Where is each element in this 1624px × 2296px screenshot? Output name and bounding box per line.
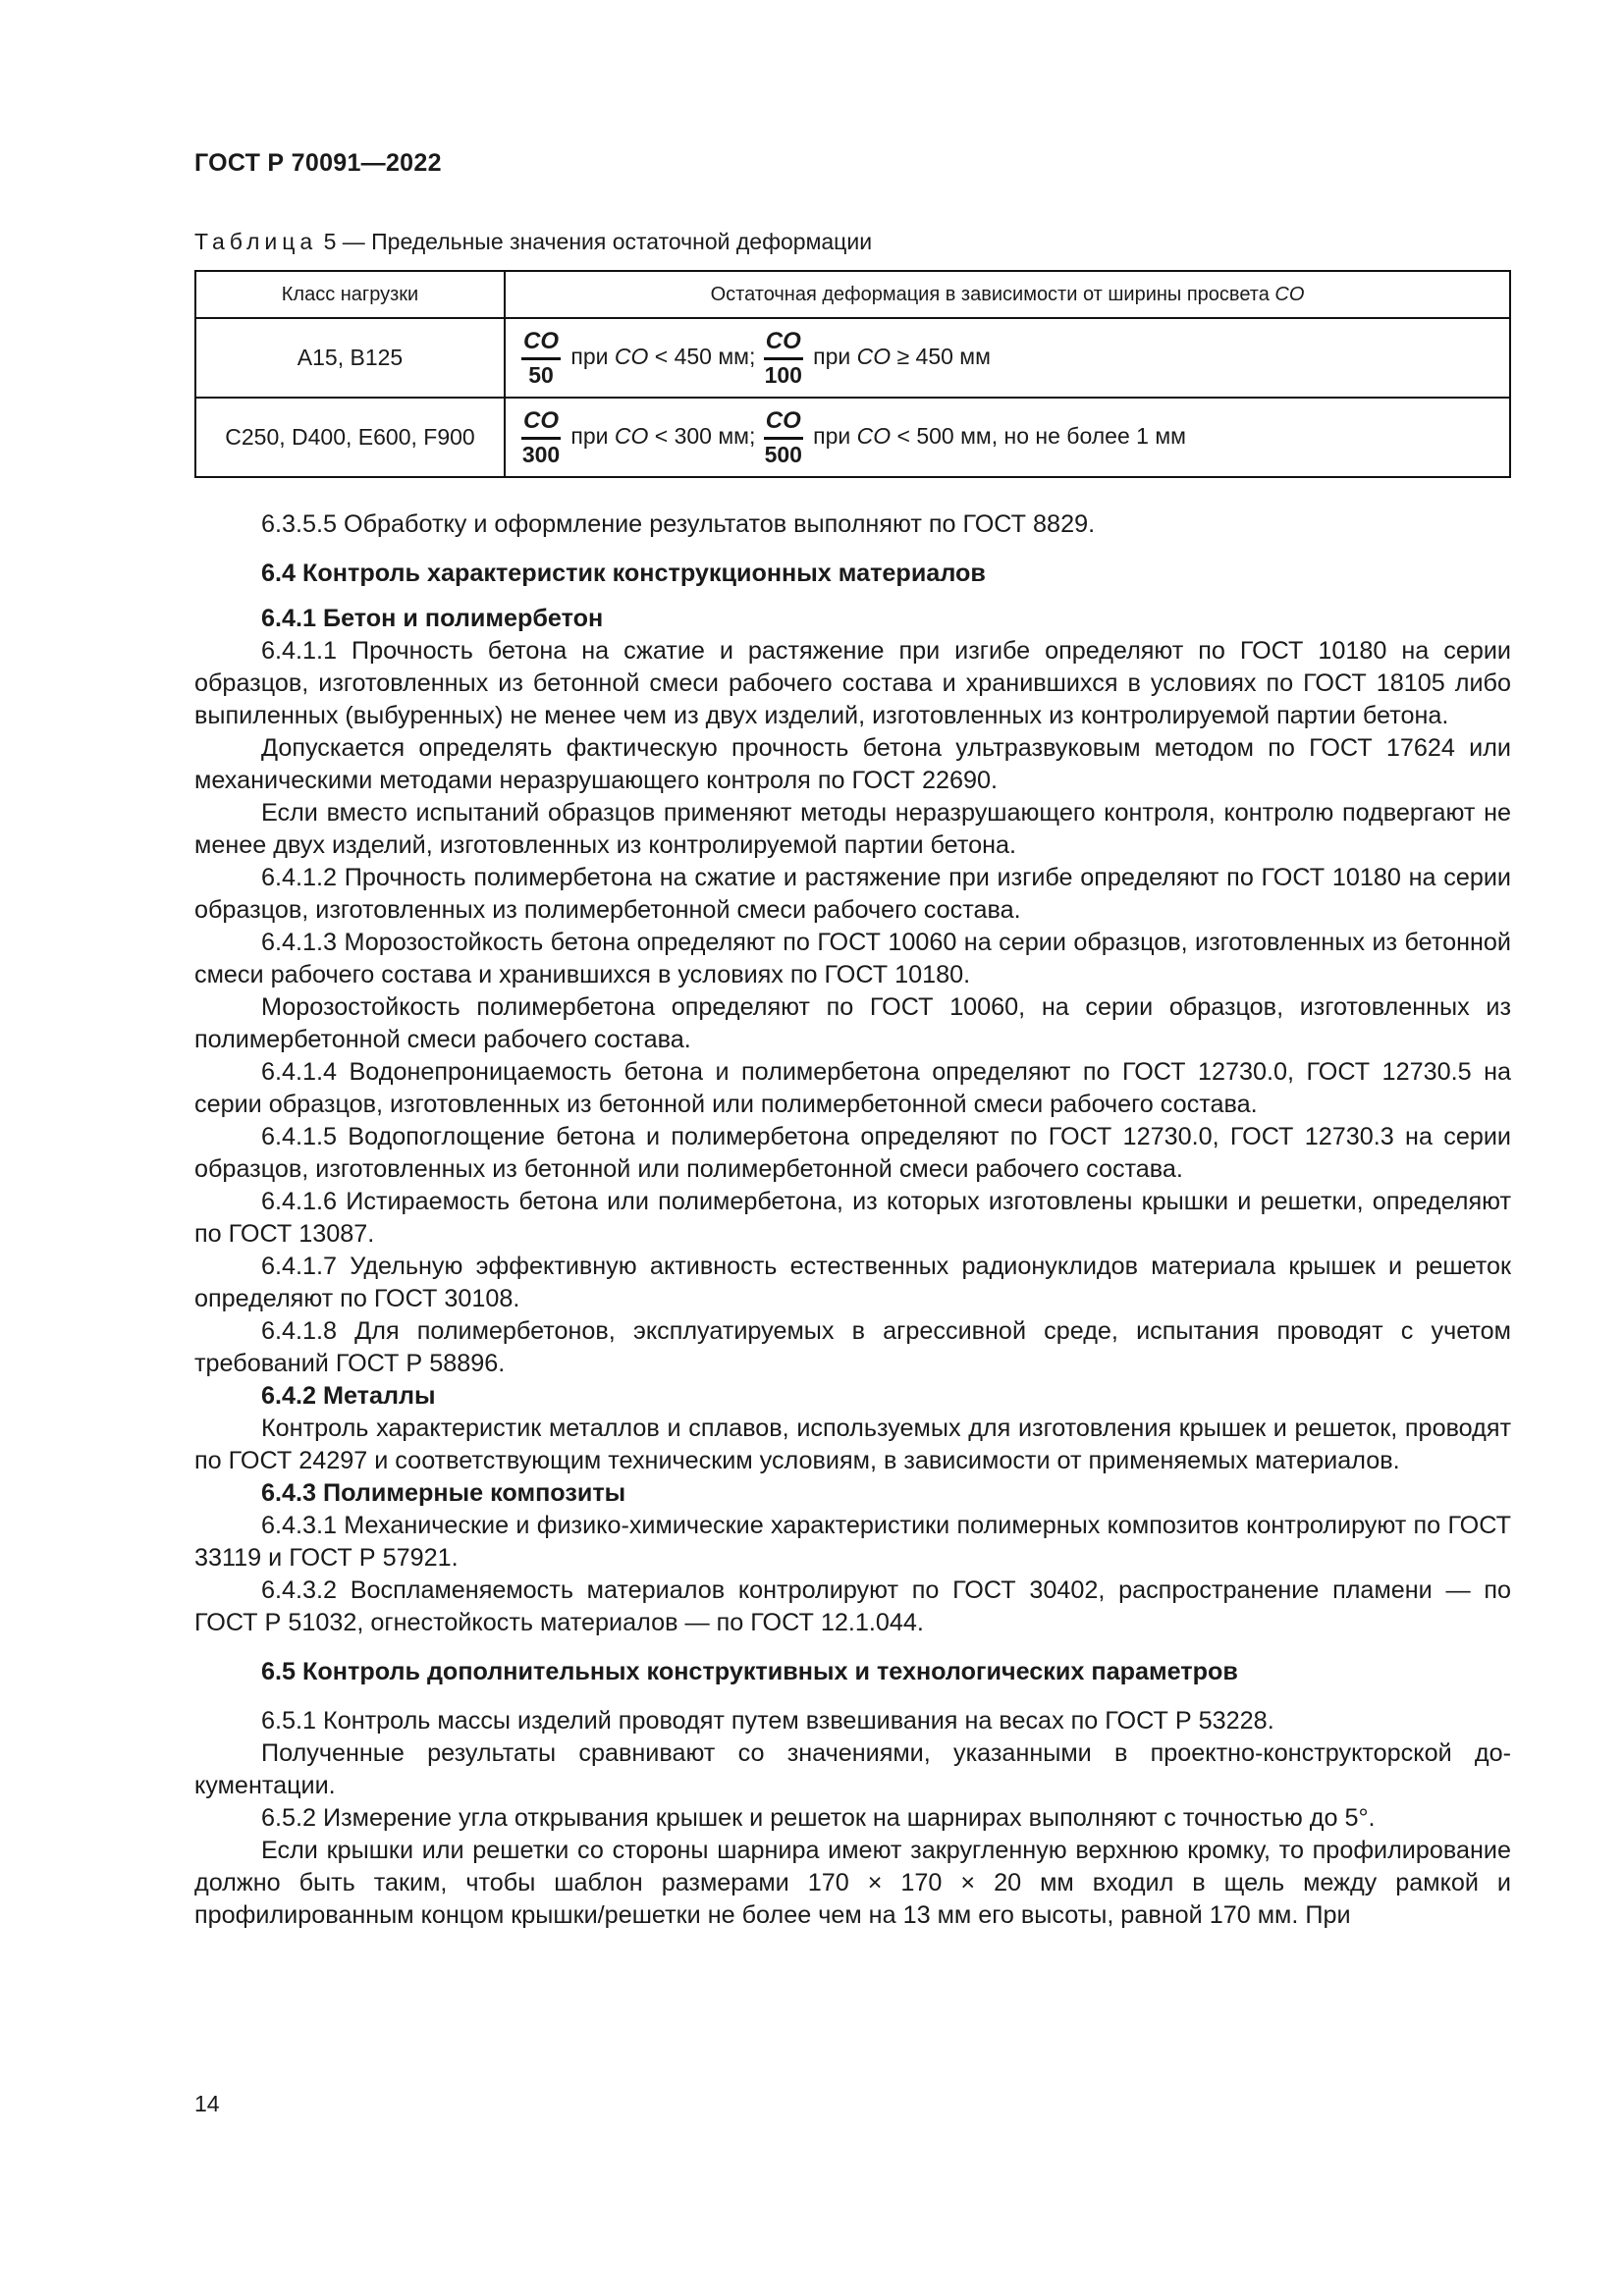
paragraph: Если крышки или решетки со стороны шарнира имеют закругленную верхнюю кромку, то профилирование должно быть таким, чтобы шаблон размерами 170 × 170 × 20 мм входил в щель между рамкой и профилированным концом крышки/решетки не более чем на 13 мм его высоты, равной 170 мм. При [194, 1837, 1511, 1929]
table-row [195, 398, 1510, 477]
fraction: $\frac{CO}{500}$ [764, 406, 802, 467]
paragraph: 6.3.5.5 Обработку и оформление результатов выполняют по ГОСТ 8829. [261, 510, 1096, 538]
section-heading: 6.4 Контроль характеристик конструкционных материалов [261, 560, 986, 587]
paragraph: 6.5.1 Контроль массы изделий проводят путем взвешивания на весах по ГОСТ Р 53228. [261, 1707, 1274, 1735]
cell-deformation: $\frac{CO}{50}$ при CO < 450 мм; $\frac{CO}{100}$ при CO ≥ 450 мм [505, 318, 1510, 398]
paragraph: Морозостойкость полимербетона определяют по ГОСТ 10060, на серии образцов, изготовленных из полимербетонной смеси рабочего состава. [194, 993, 1511, 1053]
document-header: ГОСТ Р 70091—2022 [194, 149, 442, 177]
table-caption-text: 5 — Предельные значения остаточной деформации [323, 229, 873, 254]
fraction: $\frac{CO}{100}$ [764, 327, 802, 388]
table-caption [194, 229, 872, 255]
deformation-table [194, 270, 1511, 478]
paragraph: 6.5.2 Измерение угла открывания крышек и решеток на шарнирах выполняют с точностью до 5°. [261, 1804, 1376, 1832]
table-header-row [195, 271, 1510, 318]
header-load-class: Класс нагрузки [195, 271, 505, 318]
paragraph: 6.4.1.6 Истираемость бетона или полимербетона, из которых изготовлены крышки и решетки, определяют по ГОСТ 13087. [194, 1188, 1511, 1248]
section-heading: 6.4.1 Бетон и полимербетон [261, 605, 604, 632]
paragraph: 6.4.1.8 Для полимербетонов, эксплуатируемых в агрессивной среде, испытания проводят с учетом требований ГОСТ Р 58896. [194, 1317, 1511, 1377]
paragraph: Контроль характеристик металлов и сплавов, используемых для изготовления крышек и решеток, проводят по ГОСТ 24297 и соответствующим техническим условиям, в зависимости от применяемых материалов. [194, 1415, 1511, 1474]
fraction: $\frac{CO}{300}$ [521, 406, 561, 467]
cell-load-class: A15, B125 [195, 318, 505, 398]
paragraph: 6.4.1.7 Удельную эффективную активность естественных радионуклидов материала крышек и решеток определяют по ГОСТ 30108. [194, 1253, 1511, 1312]
paragraph: 6.4.1.4 Водонепроницаемость бетона и полимербетона определяют по ГОСТ 12730.0, ГОСТ 12730.5 на серии образцов, изготовленных из бетонной или полимербетонной смеси рабочего состава. [194, 1058, 1511, 1118]
paragraph: 6.4.1.1 Прочность бетона на сжатие и растяжение при изгибе определяют по ГОСТ 10180 на серии образцов, изготовленных из бетонной смеси рабочего состава и хранившихся в условиях по ГОСТ 18105 либо выпиленных (выбуренных) не менее чем из двух изделий, изготовленных из контролируемой партии бетона. [194, 637, 1511, 729]
section-heading: 6.4.2 Металлы [261, 1382, 436, 1410]
paragraph: 6.4.3.2 Воспламеняемость материалов контролируют по ГОСТ 30402, распространение пламени — по ГОСТ Р 51032, огнестойкость материалов — по ГОСТ 12.1.044. [194, 1576, 1511, 1636]
section-heading: 6.5 Контроль дополнительных конструктивных и технологических параметров [261, 1658, 1238, 1685]
cell-load-class: C250, D400, E600, F900 [195, 398, 505, 477]
section-heading: 6.4.3 Полимерные композиты [261, 1479, 626, 1507]
cell-deformation: $\frac{CO}{300}$ при CO < 300 мм; $\frac{CO}{500}$ при CO < 500 мм, но не более 1 мм [505, 398, 1510, 477]
paragraph: Допускается определять фактическую прочность бетона ультразвуковым методом по ГОСТ 17624 или механическими методами неразрушающего контроля по ГОСТ 22690. [194, 734, 1511, 794]
header-deformation: Остаточная деформация в зависимости от ширины просвета CO [505, 271, 1510, 318]
paragraph: 6.4.1.5 Водопоглощение бетона и полимербетона определяют по ГОСТ 12730.0, ГОСТ 12730.3 на серии образцов, изготовленных из бетонной или полимербетонной смеси рабочего состава. [194, 1123, 1511, 1183]
table-caption-label: Таблица [194, 229, 318, 254]
paragraph: Полученные результаты сравнивают со значениями, указанными в проектно-конструкторской документации. [194, 1739, 1511, 1799]
fraction: $\frac{CO}{50}$ [523, 327, 559, 388]
paragraph: 6.4.1.2 Прочность полимербетона на сжатие и растяжение при изгибе определяют по ГОСТ 10180 на серии образцов, изготовленных из полимербетонной смеси рабочего состава. [194, 864, 1511, 924]
table-row [195, 318, 1510, 398]
body-text [194, 508, 1511, 1932]
paragraph: 6.4.1.3 Морозостойкость бетона определяют по ГОСТ 10060 на серии образцов, изготовленных из бетонной смеси рабочего состава и хранившихся в условиях по ГОСТ 10180. [194, 929, 1511, 988]
paragraph: Если вместо испытаний образцов применяют методы неразрушающего контроля, контролю подвергают не менее двух изделий, изготовленных из контролируемой партии бетона. [194, 799, 1511, 859]
paragraph: 6.4.3.1 Механические и физико-химические характеристики полимерных композитов контролируют по ГОСТ 33119 и ГОСТ Р 57921. [194, 1512, 1511, 1572]
page-number: 14 [194, 2091, 220, 2116]
